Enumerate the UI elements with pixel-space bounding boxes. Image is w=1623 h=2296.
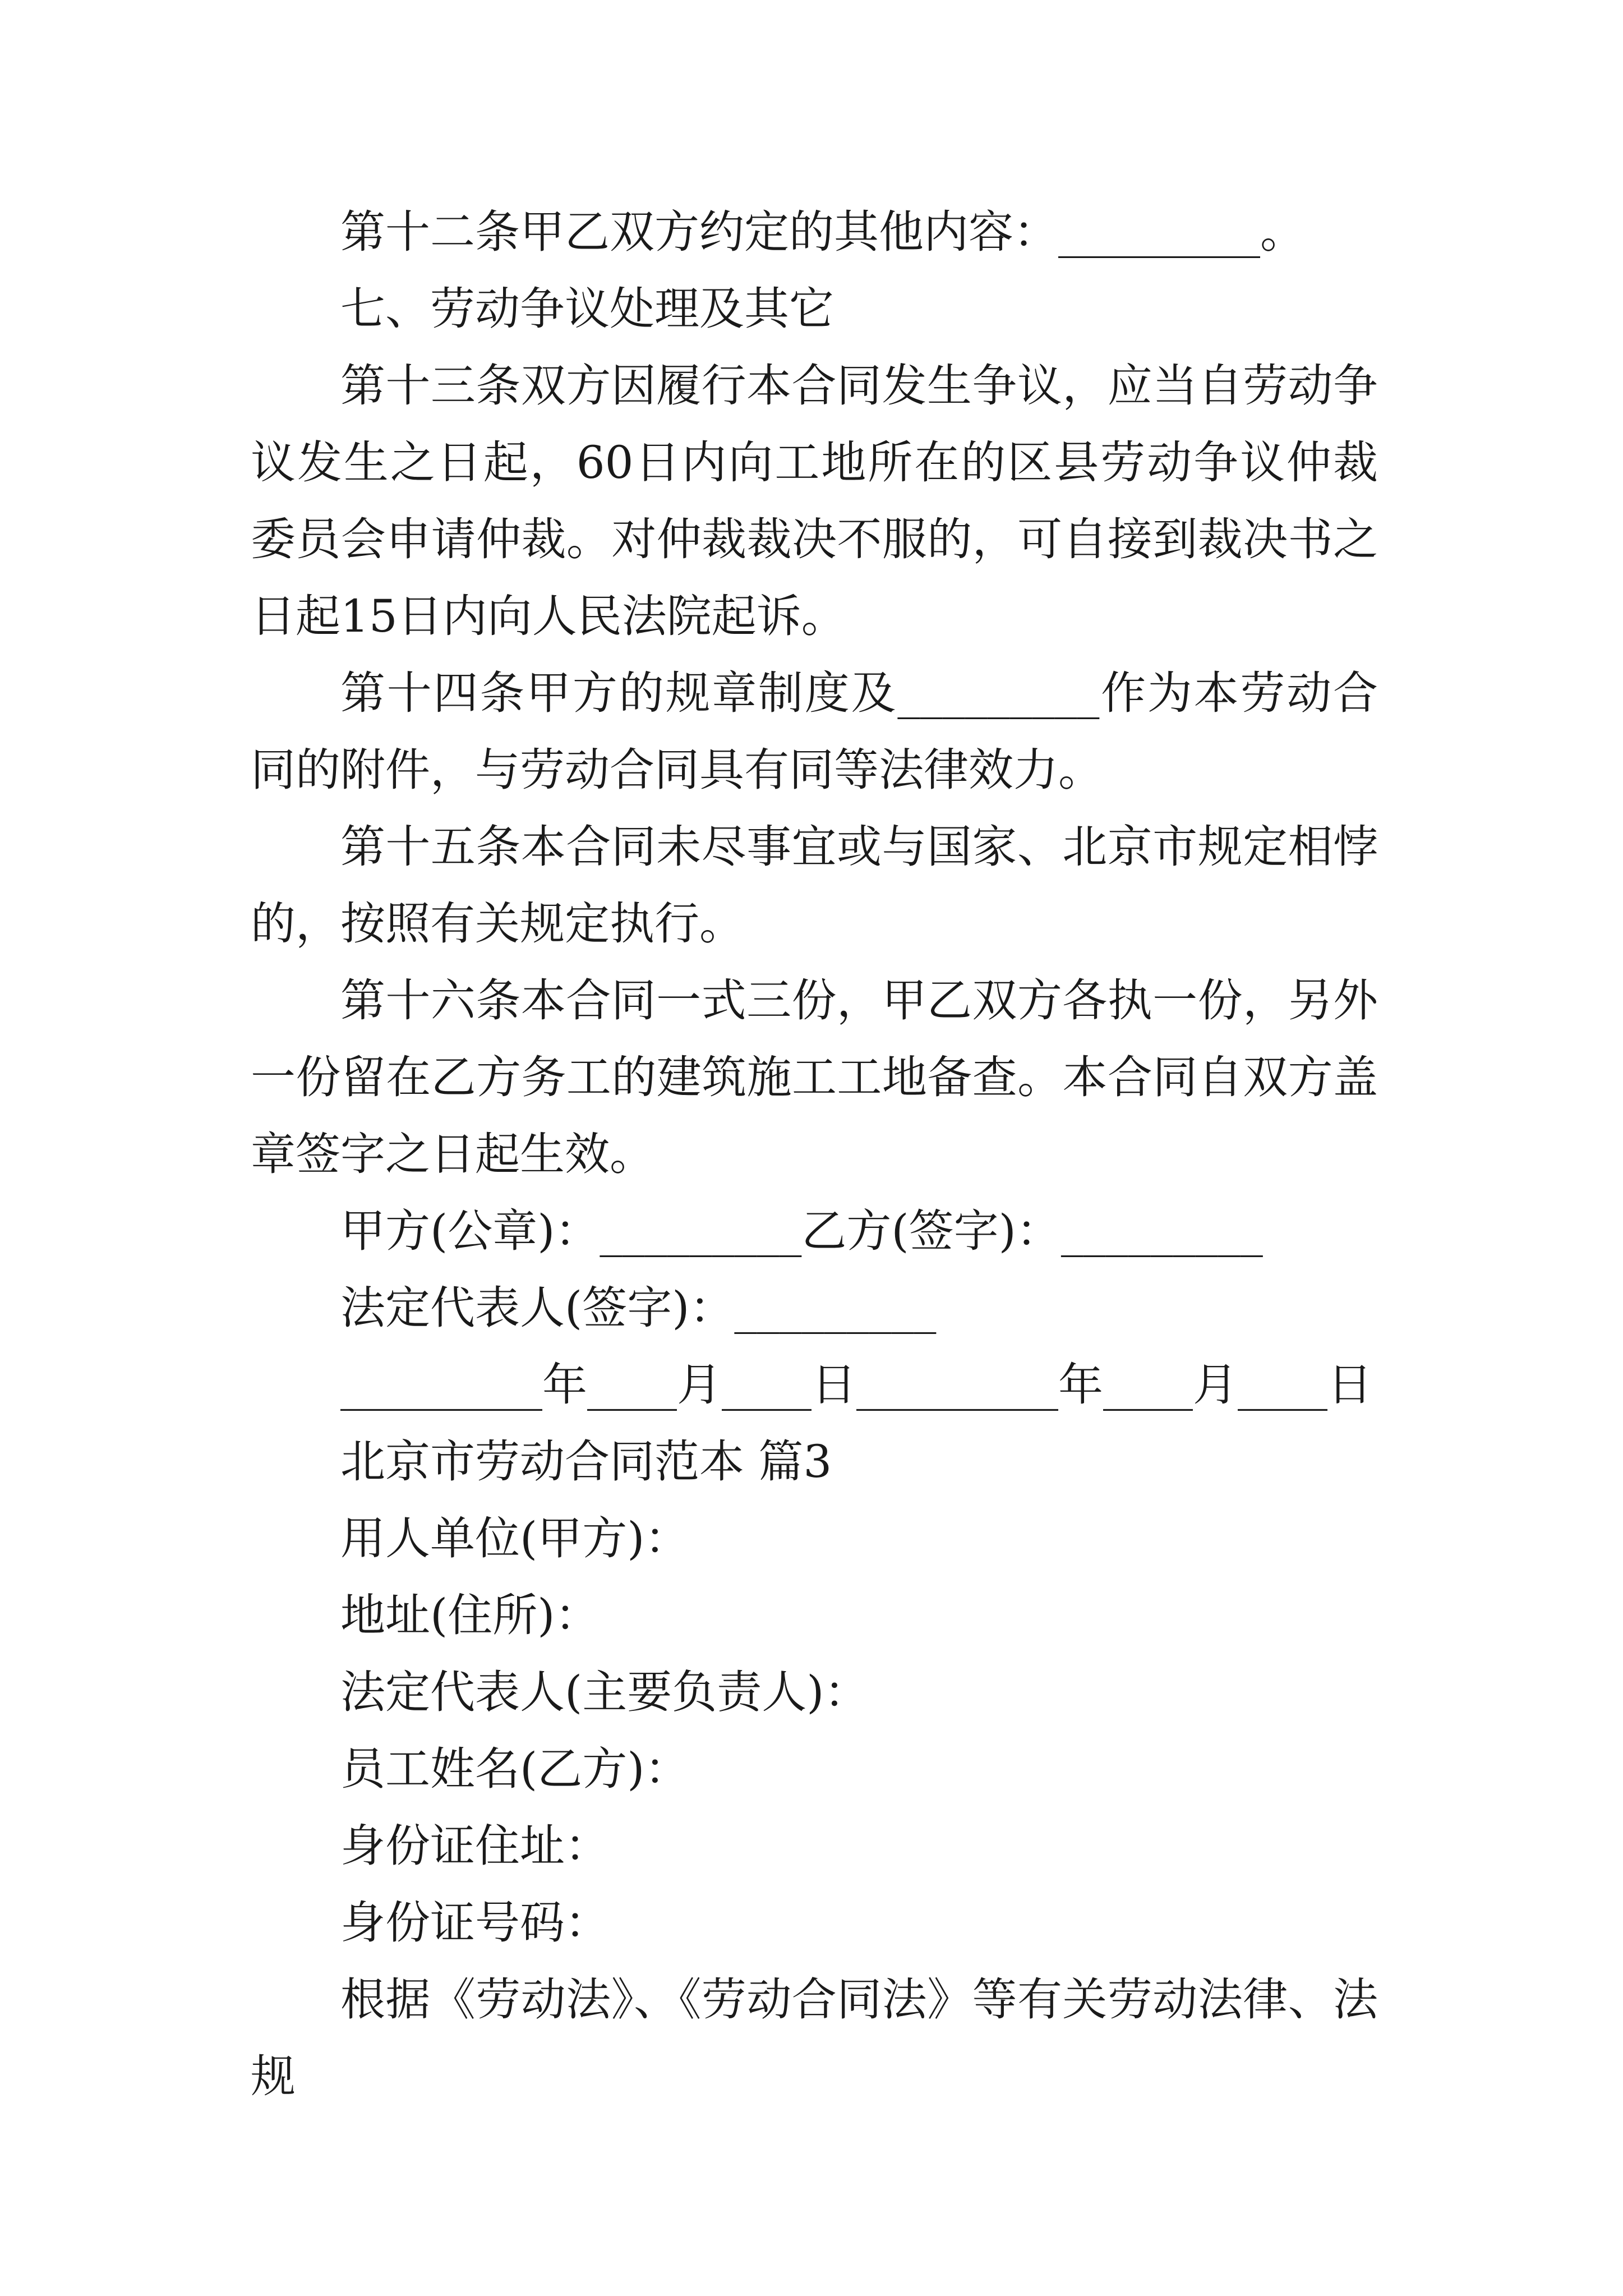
clause-14: 第十四条甲方的规章制度及_________作为本劳动合同的附件，与劳动合同具有同等法律效力。 bbox=[251, 667, 1378, 796]
clause-15: 第十五条本合同未尽事宜或与国家、北京市规定相悖的，按照有关规定执行。 bbox=[251, 821, 1378, 950]
clause-16: 第十六条本合同一式三份，甲乙双方各执一份，另外一份留在乙方务工的建筑施工工地备查。本合同自双方盖章签字之日起生效。 bbox=[251, 974, 1378, 1180]
date-line: _________年____月____日_________年____月____日 bbox=[340, 1359, 1372, 1411]
signature-party-line: 甲方(公章)：_________乙方(签字)：_________ bbox=[340, 1205, 1263, 1257]
id-number-field: 身份证号码： bbox=[340, 1897, 610, 1949]
clause-13: 第十三条双方因履行本合同发生争议，应当自劳动争议发生之日起，60日内向工地所在的区县劳动争议仲裁委员会申请仲裁。对仲裁裁决不服的，可自接到裁决书之日起15日内向人民法院起诉。 bbox=[251, 360, 1378, 642]
clause-12: 第十二条甲乙双方约定的其他内容：_________。 bbox=[340, 206, 1305, 258]
document-body bbox=[251, 194, 1378, 2115]
address-field: 地址(住所)： bbox=[340, 1589, 600, 1641]
legal-basis-line: 根据《劳动法》、《劳动合同法》等有关劳动法律、法规 bbox=[251, 1973, 1378, 2102]
legal-representative-line: 法定代表人(签字)：_________ bbox=[340, 1282, 937, 1334]
section-heading-7: 七、劳动争议处理及其它 bbox=[340, 283, 834, 335]
id-address-field: 身份证住址： bbox=[340, 1820, 610, 1872]
template-title: 北京市劳动合同范本 篇3 bbox=[340, 1435, 832, 1488]
principal-field: 法定代表人(主要负责人)： bbox=[340, 1666, 869, 1718]
employer-field: 用人单位(甲方)： bbox=[340, 1512, 690, 1565]
employee-name-field: 员工姓名(乙方)： bbox=[340, 1743, 690, 1795]
